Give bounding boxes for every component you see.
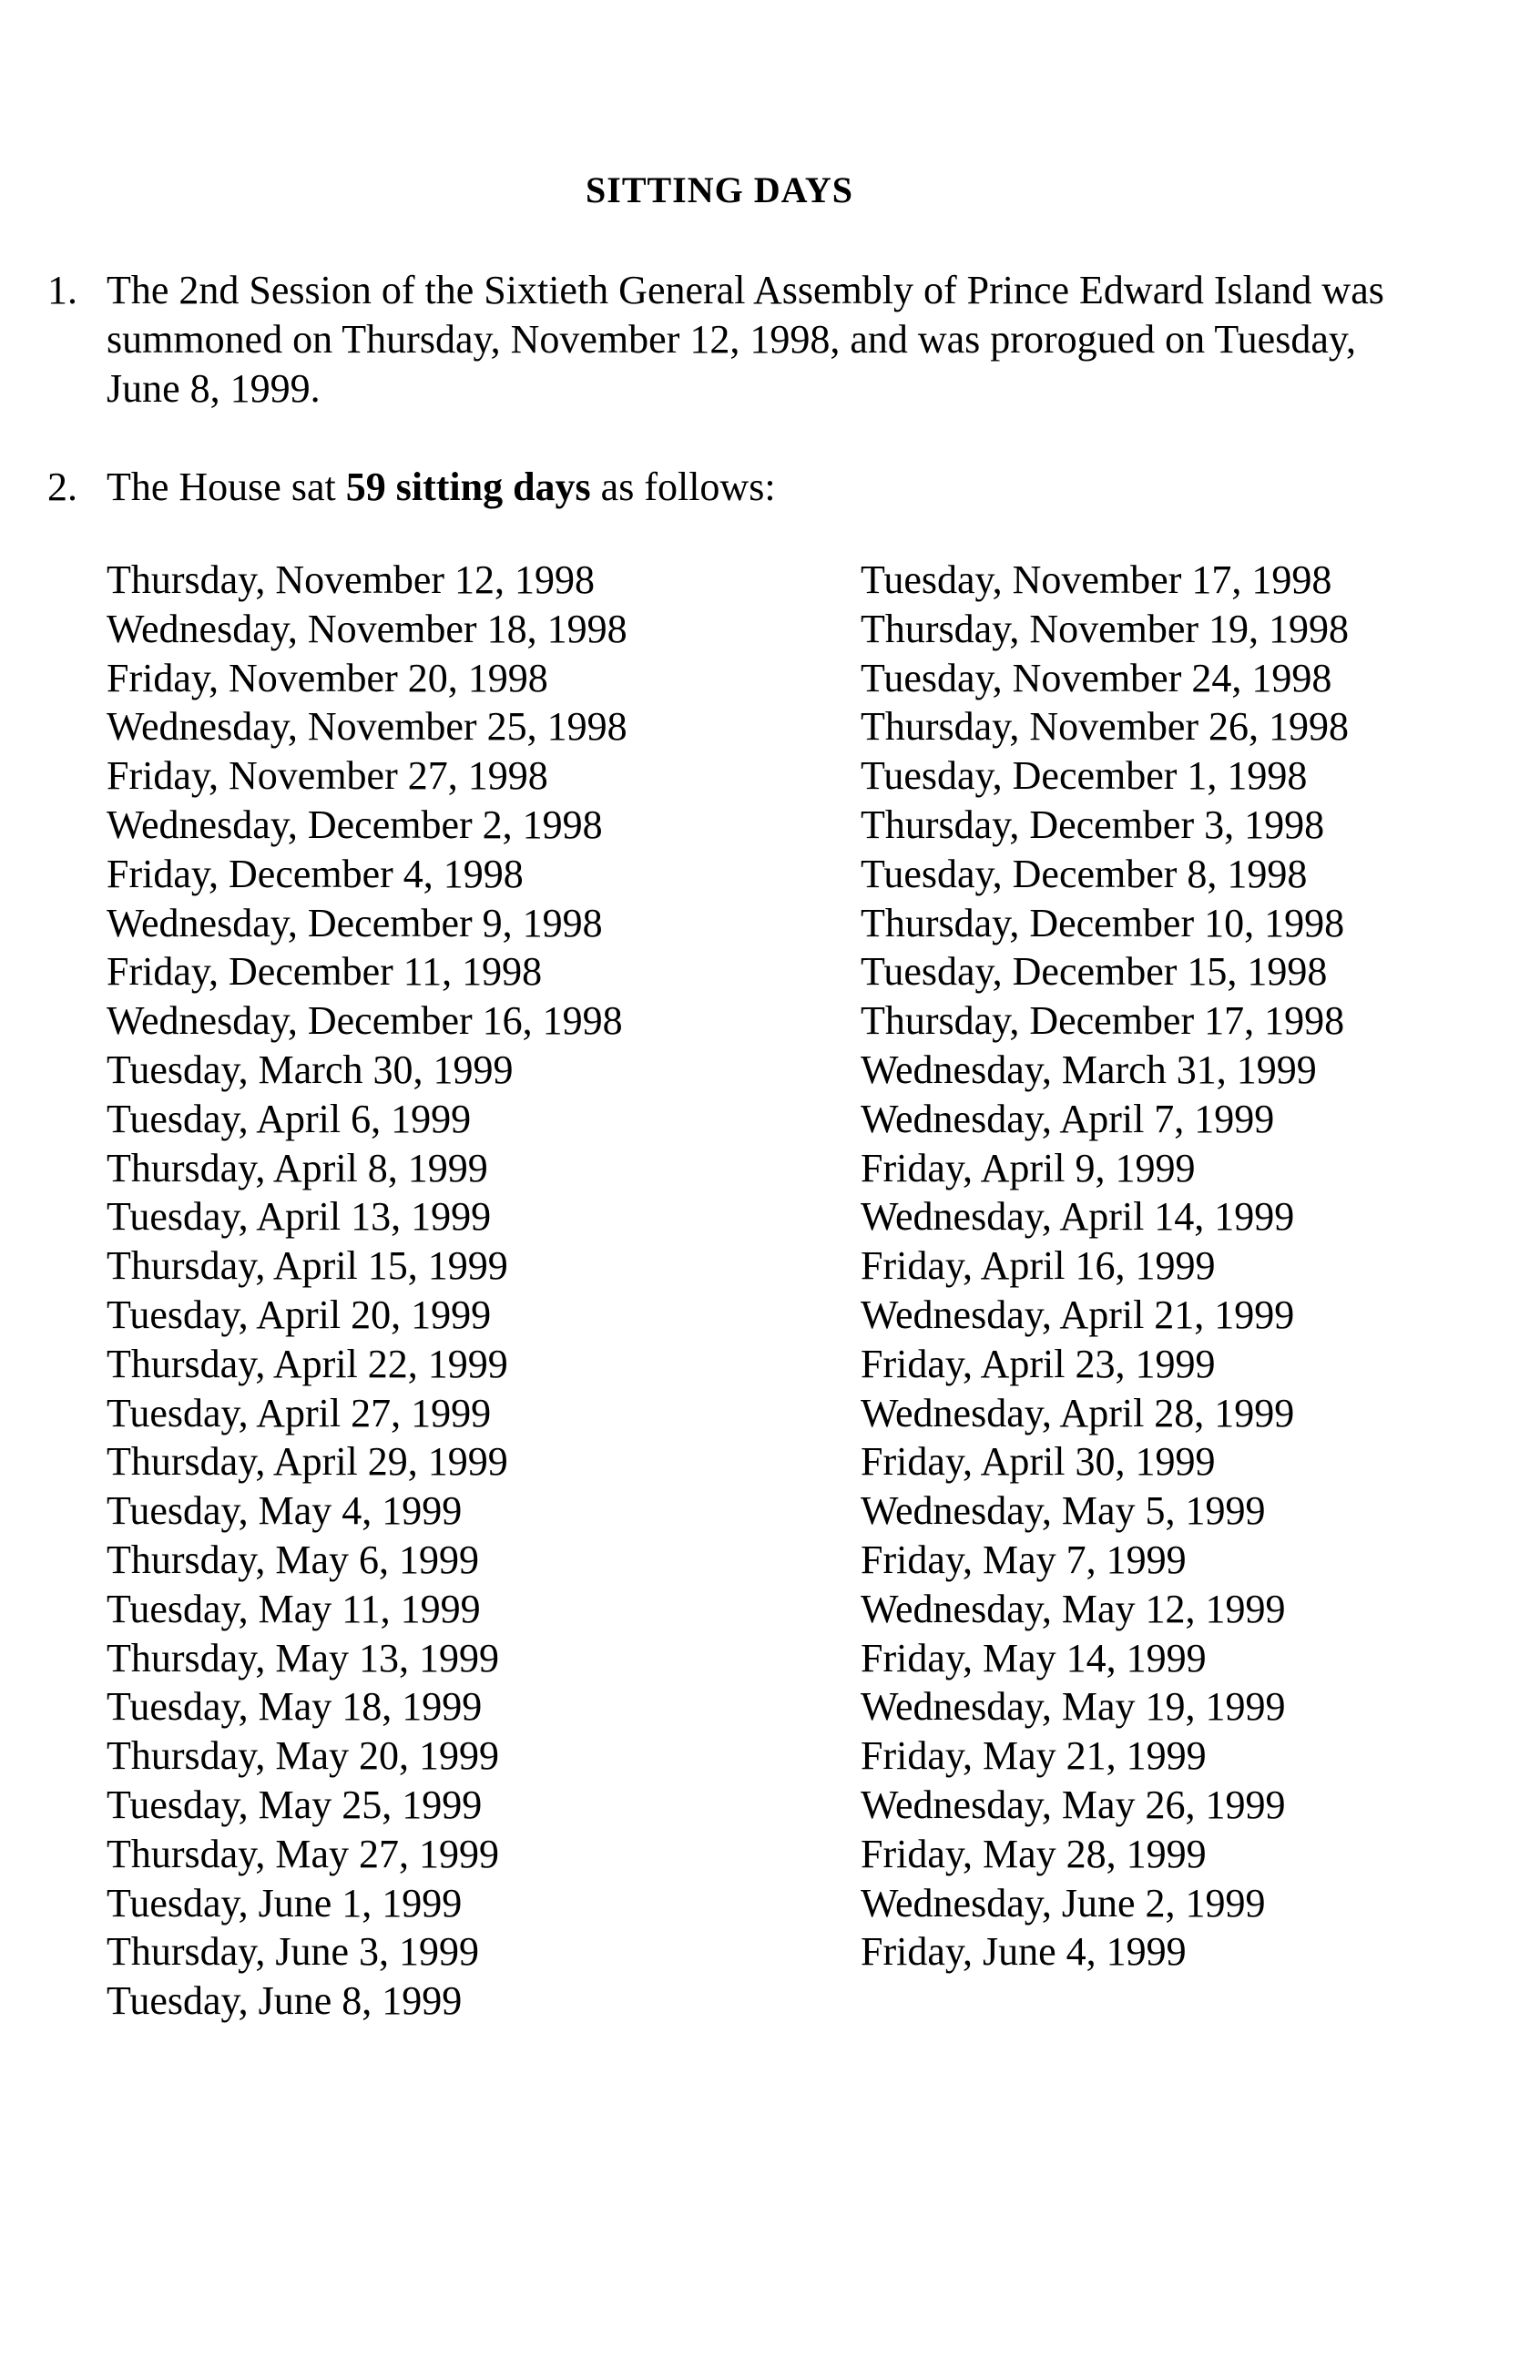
sitting-date: Tuesday, April 6, 1999 bbox=[107, 1096, 472, 1141]
sitting-date: Friday, May 7, 1999 bbox=[861, 1537, 1187, 1582]
sitting-date: Tuesday, April 13, 1999 bbox=[107, 1194, 492, 1240]
paragraph-1-text: The 2nd Session of the Sixtieth General Assembly of Prince Edward Island was summoned on Thursday, November 12, 1998, and was prorogued on Tuesday, June 8, 1999. bbox=[107, 268, 1384, 411]
sitting-date: Tuesday, December 15, 1998 bbox=[861, 949, 1328, 995]
sitting-date: Thursday, November 19, 1998 bbox=[861, 606, 1350, 651]
sitting-date: Thursday, May 20, 1999 bbox=[107, 1733, 499, 1779]
sitting-date: Friday, November 20, 1998 bbox=[107, 655, 548, 700]
sitting-date: Wednesday, May 5, 1999 bbox=[861, 1488, 1266, 1534]
sitting-date: Thursday, November 12, 1998 bbox=[107, 557, 596, 602]
sitting-date: Wednesday, December 16, 1998 bbox=[107, 998, 623, 1044]
sitting-date: Friday, May 28, 1999 bbox=[861, 1831, 1207, 1876]
sitting-date: Thursday, November 26, 1998 bbox=[861, 704, 1350, 750]
paragraph-2-number: 2. bbox=[47, 465, 77, 509]
sitting-date: Tuesday, November 24, 1998 bbox=[861, 655, 1332, 700]
sitting-date: Tuesday, April 27, 1999 bbox=[107, 1390, 492, 1435]
sitting-date: Tuesday, December 8, 1998 bbox=[861, 851, 1308, 896]
sitting-date: Thursday, December 10, 1998 bbox=[861, 900, 1345, 945]
sitting-date: Thursday, April 8, 1999 bbox=[107, 1145, 488, 1190]
sitting-date: Thursday, December 17, 1998 bbox=[861, 998, 1345, 1044]
sitting-date: Wednesday, May 26, 1999 bbox=[861, 1782, 1286, 1827]
sitting-date: Tuesday, May 11, 1999 bbox=[107, 1586, 481, 1631]
sitting-date: Thursday, June 3, 1999 bbox=[107, 1929, 479, 1975]
sitting-date: Friday, April 9, 1999 bbox=[861, 1145, 1196, 1190]
paragraph-2-text-before: The House sat bbox=[107, 465, 346, 509]
sitting-date: Wednesday, April 14, 1999 bbox=[861, 1194, 1295, 1240]
sitting-date: Tuesday, June 1, 1999 bbox=[107, 1880, 463, 1925]
sitting-date: Tuesday, May 25, 1999 bbox=[107, 1782, 483, 1827]
sitting-date: Wednesday, April 21, 1999 bbox=[861, 1292, 1295, 1337]
sitting-date: Thursday, December 3, 1998 bbox=[861, 802, 1325, 847]
sitting-date: Friday, December 11, 1998 bbox=[107, 949, 543, 995]
sitting-date: Friday, December 4, 1998 bbox=[107, 851, 524, 896]
paragraph-2-text bbox=[107, 463, 1400, 512]
sitting-date: Tuesday, June 8, 1999 bbox=[107, 1978, 463, 2024]
paragraph-1-number: 1. bbox=[47, 268, 77, 312]
sitting-date: Wednesday, April 28, 1999 bbox=[861, 1390, 1295, 1435]
sitting-date: Friday, May 21, 1999 bbox=[861, 1733, 1207, 1779]
sitting-dates-left-column bbox=[107, 556, 627, 2026]
sitting-date: Wednesday, December 9, 1998 bbox=[107, 900, 603, 945]
sitting-date: Tuesday, May 4, 1999 bbox=[107, 1488, 463, 1534]
sitting-date: Wednesday, November 18, 1998 bbox=[107, 606, 627, 651]
sitting-date: Thursday, April 15, 1999 bbox=[107, 1243, 508, 1289]
sitting-date: Thursday, May 27, 1999 bbox=[107, 1831, 499, 1876]
sitting-date: Tuesday, May 18, 1999 bbox=[107, 1684, 483, 1730]
sitting-date: Wednesday, November 25, 1998 bbox=[107, 704, 627, 750]
sitting-date: Friday, November 27, 1998 bbox=[107, 753, 548, 799]
sitting-date: Thursday, May 13, 1999 bbox=[107, 1635, 499, 1680]
sitting-date: Wednesday, May 19, 1999 bbox=[861, 1684, 1286, 1730]
sitting-date: Tuesday, April 20, 1999 bbox=[107, 1292, 492, 1337]
page-title: SITTING DAYS bbox=[586, 169, 853, 210]
sitting-date: Friday, April 23, 1999 bbox=[861, 1341, 1216, 1386]
sitting-date: Tuesday, November 17, 1998 bbox=[861, 557, 1332, 602]
sitting-date: Wednesday, April 7, 1999 bbox=[861, 1096, 1275, 1141]
sitting-date: Wednesday, December 2, 1998 bbox=[107, 802, 603, 847]
sitting-date: Thursday, May 6, 1999 bbox=[107, 1537, 479, 1582]
paragraph-2-text-after: as follows: bbox=[590, 465, 776, 509]
sitting-date: Thursday, April 29, 1999 bbox=[107, 1439, 508, 1485]
sitting-date: Friday, April 16, 1999 bbox=[861, 1243, 1216, 1289]
sitting-dates-right-column bbox=[861, 556, 1349, 1977]
sitting-date: Tuesday, December 1, 1998 bbox=[861, 753, 1308, 799]
sitting-days-count: 59 sitting days bbox=[345, 465, 591, 509]
sitting-date: Friday, May 14, 1999 bbox=[861, 1635, 1207, 1680]
sitting-date: Thursday, April 22, 1999 bbox=[107, 1341, 508, 1386]
sitting-date: Wednesday, June 2, 1999 bbox=[861, 1880, 1266, 1925]
sitting-date: Wednesday, May 12, 1999 bbox=[861, 1586, 1286, 1631]
sitting-date: Wednesday, March 31, 1999 bbox=[861, 1047, 1317, 1092]
sitting-date: Tuesday, March 30, 1999 bbox=[107, 1047, 514, 1092]
sitting-date: Friday, April 30, 1999 bbox=[861, 1439, 1216, 1485]
sitting-date: Friday, June 4, 1999 bbox=[861, 1929, 1187, 1975]
